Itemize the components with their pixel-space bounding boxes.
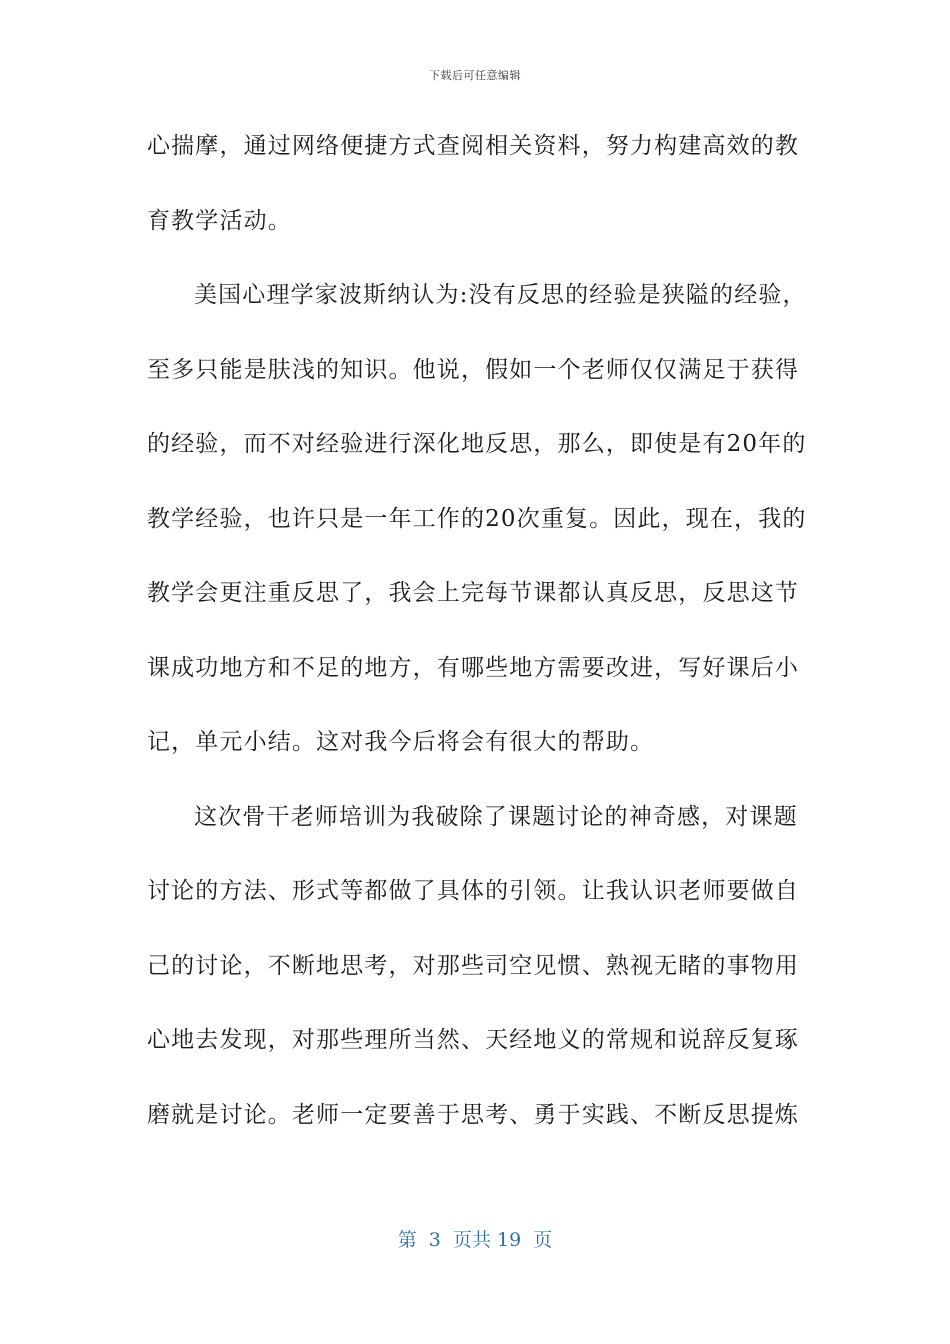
text-line: 心地去发现，对那些理所当然、天经地义的常规和说辞反复琢 bbox=[147, 1027, 800, 1053]
text-line: 教学会更注重反思了，我会上完每节课都认真反思，反思这节 bbox=[147, 580, 800, 606]
paragraph-start-line: 这次骨干老师培训为我破除了课题讨论的神奇感，对课题 bbox=[194, 803, 798, 830]
text-line: 课成功地方和不足的地方，有哪些地方需要改进，写好课后小 bbox=[147, 654, 800, 681]
text-line: 己的讨论，不断地思考，对那些司空见惯、熟视无睹的事物用 bbox=[147, 952, 800, 979]
page-header: 下载后可任意编辑 bbox=[429, 69, 521, 82]
text-line: 讨论的方法、形式等都做了具体的引领。让我认识老师要做自 bbox=[147, 878, 800, 904]
text-line: 育教学活动。 bbox=[147, 207, 292, 234]
text-line: 记，单元小结。这对我今后将会有很大的帮助。 bbox=[147, 729, 655, 755]
text-line: 至多只能是肤浅的知识。他说，假如一个老师仅仅满足于获得 bbox=[147, 356, 800, 383]
document-body bbox=[147, 124, 807, 1167]
text-line: 磨就是讨论。老师一定要善于思考、勇于实践、不断反思提炼 bbox=[147, 1101, 800, 1128]
page-number-footer: 第 3 页共 19 页 bbox=[397, 1229, 553, 1251]
text-line: 的经验，而不对经验进行深化地反思，那么，即使是有20年的 bbox=[147, 431, 807, 457]
text-line: 心揣摩，通过网络便捷方式查阅相关资料，努力构建高效的教 bbox=[147, 133, 800, 159]
paragraph-start-line: 美国心理学家波斯纳认为:没有反思的经验是狭隘的经验， bbox=[194, 282, 807, 308]
text-line: 教学经验，也许只是一年工作的20次重复。因此，现在，我的 bbox=[147, 505, 807, 532]
